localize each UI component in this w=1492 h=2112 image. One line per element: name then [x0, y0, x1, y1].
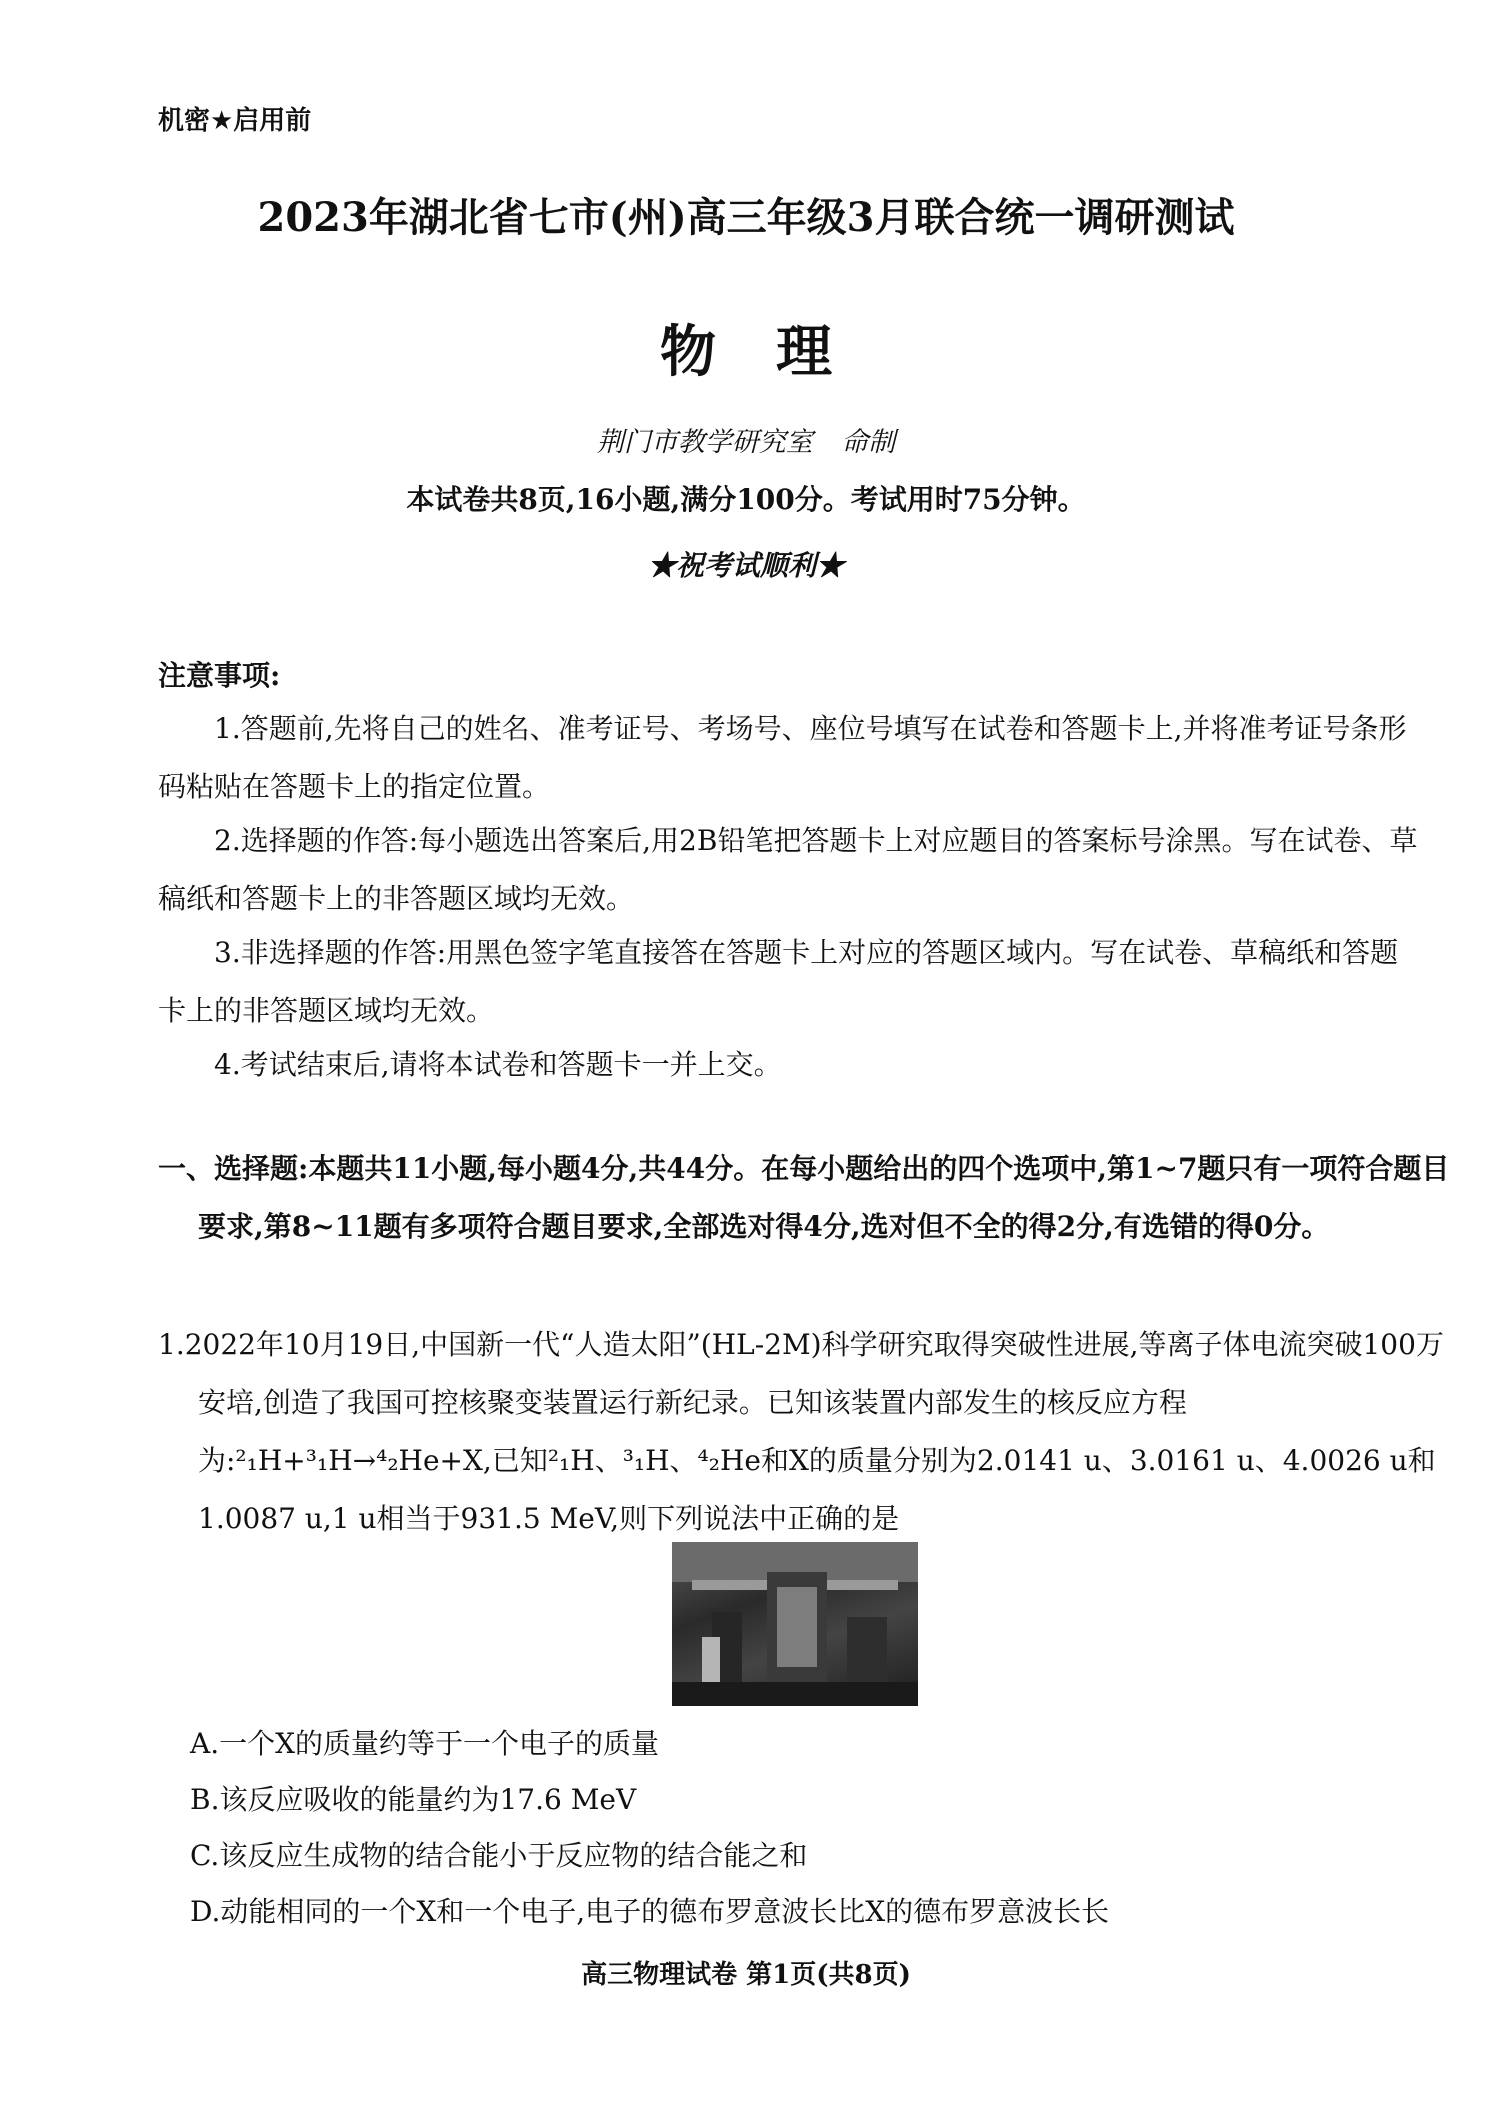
notice-heading: 注意事项:: [158, 659, 281, 692]
notice-item-4: 4.考试结束后,请将本试卷和答题卡一并上交。: [214, 1048, 782, 1081]
option-d: D.动能相同的一个X和一个电子,电子的德布罗意波长比X的德布罗意波长长: [190, 1895, 1110, 1928]
exam-maker: 荆门市教学研究室 命制: [596, 427, 896, 458]
option-a: A.一个X的质量约等于一个电子的质量: [190, 1727, 660, 1760]
photo-device-window: [777, 1587, 817, 1667]
exam-title: 2023年湖北省七市(州)高三年级3月联合统一调研测试: [257, 194, 1235, 241]
notice-item-3: 3.非选择题的作答:用黑色签字笔直接答在答题卡上对应的答题区域内。写在试卷、草稿纸和答题卡上的非答题区域均无效。: [158, 936, 1399, 1027]
fusion-device-photo: [672, 1542, 918, 1706]
notice-item-2: 2.选择题的作答:每小题选出答案后,用2B铅笔把答题卡上对应题目的答案标号涂黑。写在试卷、草稿纸和答题卡上的非答题区域均无效。: [158, 824, 1418, 915]
question-1-stem: 1.2022年10月19日,中国新一代“人造太阳”(HL-2M)科学研究取得突破性进展,等离子体电流突破100万安培,创造了我国可控核聚变装置运行新纪录。已知该装置内部发生的核反应方程为:²₁H+³₁H→⁴₂He+X,已知²₁H、³₁H、⁴₂He和X的质量分别为2.0141 u、3.0161 u、4.0026 u和1.0087 u,1 u相当于931.5 MeV,则下列说法中正确的是: [158, 1328, 1444, 1535]
option-c: C.该反应生成物的结合能小于反应物的结合能之和: [190, 1839, 808, 1872]
notice-item-1: 1.答题前,先将自己的姓名、准考证号、考场号、座位号填写在试卷和答题卡上,并将准考证号条形码粘贴在答题卡上的指定位置。: [158, 712, 1407, 803]
page-footer: 高三物理试卷 第1页(共8页): [581, 1960, 911, 1990]
exam-info: 本试卷共8页,16小题,满分100分。考试用时75分钟。: [406, 483, 1086, 516]
photo-right-structure: [847, 1617, 887, 1682]
section-1-instructions: 一、选择题:本题共11小题,每小题4分,共44分。在每小题给出的四个选项中,第1~7题只有一项符合题目要求,第8~11题有多项符合题目要求,全部选对得4分,选对但不全的得2分,有选错的得0分。: [158, 1152, 1450, 1243]
option-b: B.该反应吸收的能量约为17.6 MeV: [190, 1783, 637, 1816]
subject-title: 物理: [660, 319, 892, 385]
good-luck-banner: ★祝考试顺利★: [647, 549, 844, 582]
fusion-device-illustration: [672, 1542, 918, 1706]
confidential-label: 机密★启用前: [158, 106, 312, 136]
photo-floor: [672, 1682, 918, 1706]
